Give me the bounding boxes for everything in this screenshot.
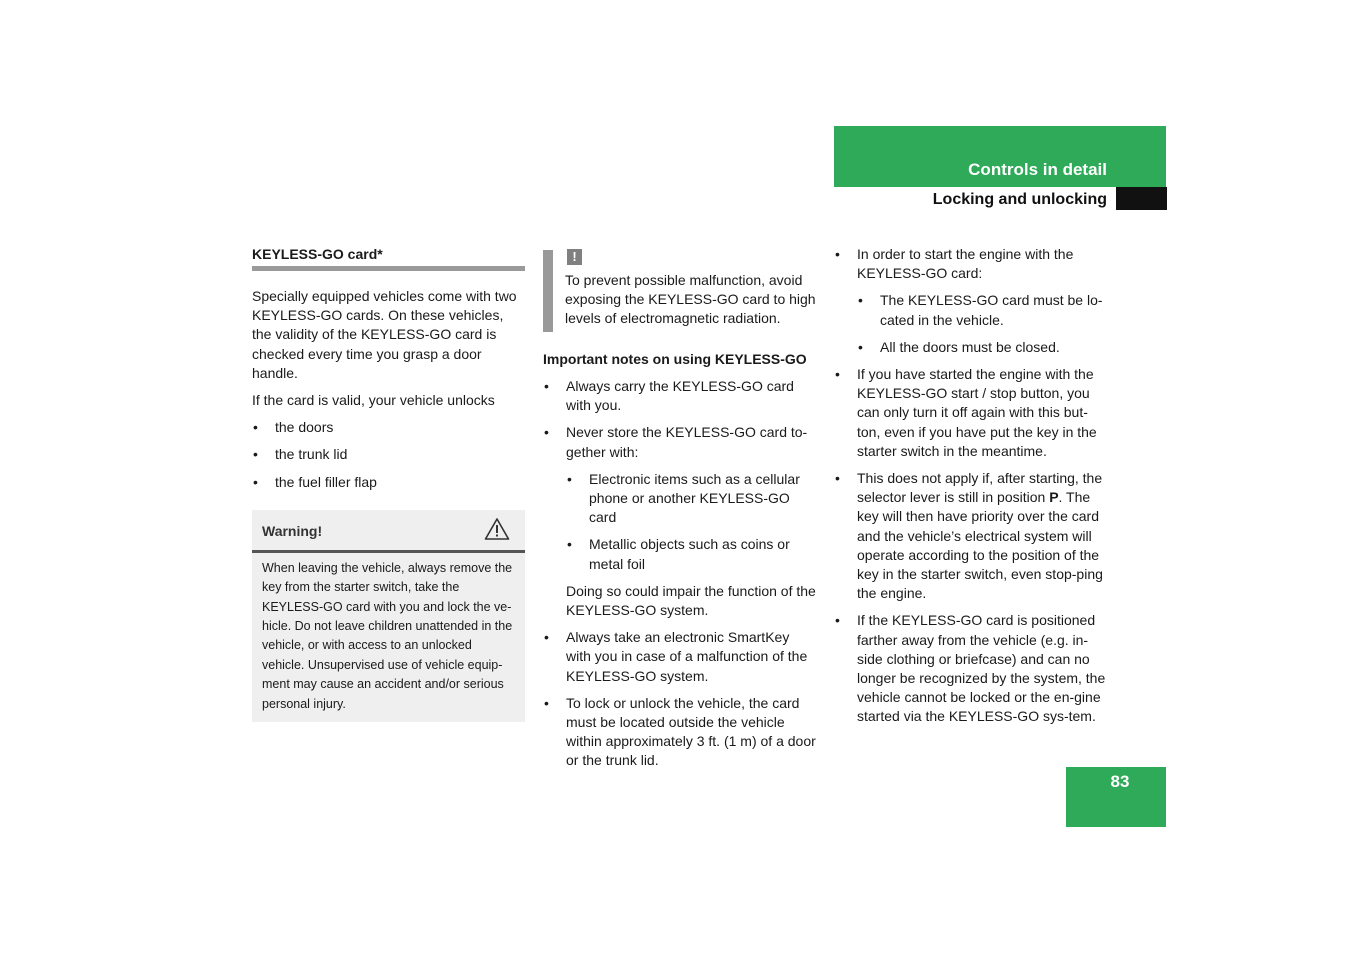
list-item: • Always take an electronic SmartKey with you in case of a malfunction of the KEYLESS-GO system. [543,628,818,686]
list-item: • the trunk lid [252,445,525,464]
sub-list-item: • Electronic items such as a cellular phone or another KEYLESS-GO card [566,470,818,528]
list-item-text: In order to start the engine with the KEYLESS-GO card: [857,246,1074,282]
exclamation-icon: ! [567,249,582,265]
warning-triangle-icon [484,517,510,546]
column-important-notes [543,350,818,779]
list-item: • the fuel filler flap [252,473,525,492]
sub-list-item: • Metallic objects such as coins or metal foil [566,535,818,573]
notes-list [543,377,818,771]
warning-title: Warning! [262,522,323,539]
list-item [834,469,1109,603]
note-side-bar [543,250,553,332]
chapter-title: Controls in detail [968,160,1107,179]
selector-position: P [1049,489,1059,506]
list-item [543,423,818,620]
list-item-text: This does not apply if, after starting, the selector lever is still in position [857,470,1103,506]
list-item-note: Doing so could impair the function of the KEYLESS-GO system. [566,582,816,619]
list-item-text: . The key will then have priority over the card and the vehicle’s electrical system will operate according to the position of the key in the starter switch, even stop-ping the engine. [857,489,1103,602]
section-heading: KEYLESS-GO card* [252,245,525,271]
warning-box [252,510,525,722]
warning-header [252,510,525,553]
note-text: To prevent possible malfunction, avoid exposing the KEYLESS-GO card to high levels of electromagnetic radiation. [565,272,816,327]
page-number: 83 [1110,772,1130,791]
section-tab-marker [1116,187,1167,210]
subsection-heading: Important notes on using KEYLESS-GO [543,351,807,367]
sub-list [857,291,1109,357]
section-title: Locking and unlocking [932,191,1107,208]
sub-list-item: • The KEYLESS-GO card must be lo-cated in the vehicle. [857,291,1109,329]
page-number-box [1066,767,1166,827]
list-item: • If the KEYLESS-GO card is positioned farther away from the vehicle (e.g. in-side clothing or briefcase) and can no longer be recognized by the system, the vehicle cannot be locked or the en-gine started via the KEYLESS-GO sys-tem. [834,611,1109,726]
unlock-list [252,418,525,492]
list-item: • the doors [252,418,525,437]
valid-card-paragraph: If the card is valid, your vehicle unlocks [252,392,495,409]
list-item-text: Never store the KEYLESS-GO card to-gether with: [566,424,808,460]
list-item: • Always carry the KEYLESS-GO card with you. [543,377,818,415]
list-item: • If you have started the engine with the KEYLESS-GO start / stop button, you can only turn it off again with this but-ton, even if you have put the key in the starter switch in the meantime. [834,365,1109,461]
warning-text: When leaving the vehicle, always remove the key from the starter switch, take the KEYLESS-GO card with you and lock the ve-hicle. Do not leave children unattended in the vehicle, or with access to an unlocked vehicle. Unsupervised use of vehicle equip-ment may cause an accident and/or serious personal injury. [262,560,513,711]
list-item [834,245,1109,357]
column-keyless-card [252,245,525,722]
sub-list [566,470,818,574]
column-engine-start [834,245,1109,735]
engine-list [834,245,1109,727]
list-item: • To lock or unlock the vehicle, the card must be located outside the vehicle within approximately 3 ft. (1 m) of a door or the trunk lid. [543,694,818,771]
sub-list-item: • All the doors must be closed. [857,338,1109,357]
intro-paragraph: Specially equipped vehicles come with two KEYLESS-GO cards. On these vehicles, the validity of the KEYLESS-GO card is checked every time you grasp a door handle. [252,288,517,381]
